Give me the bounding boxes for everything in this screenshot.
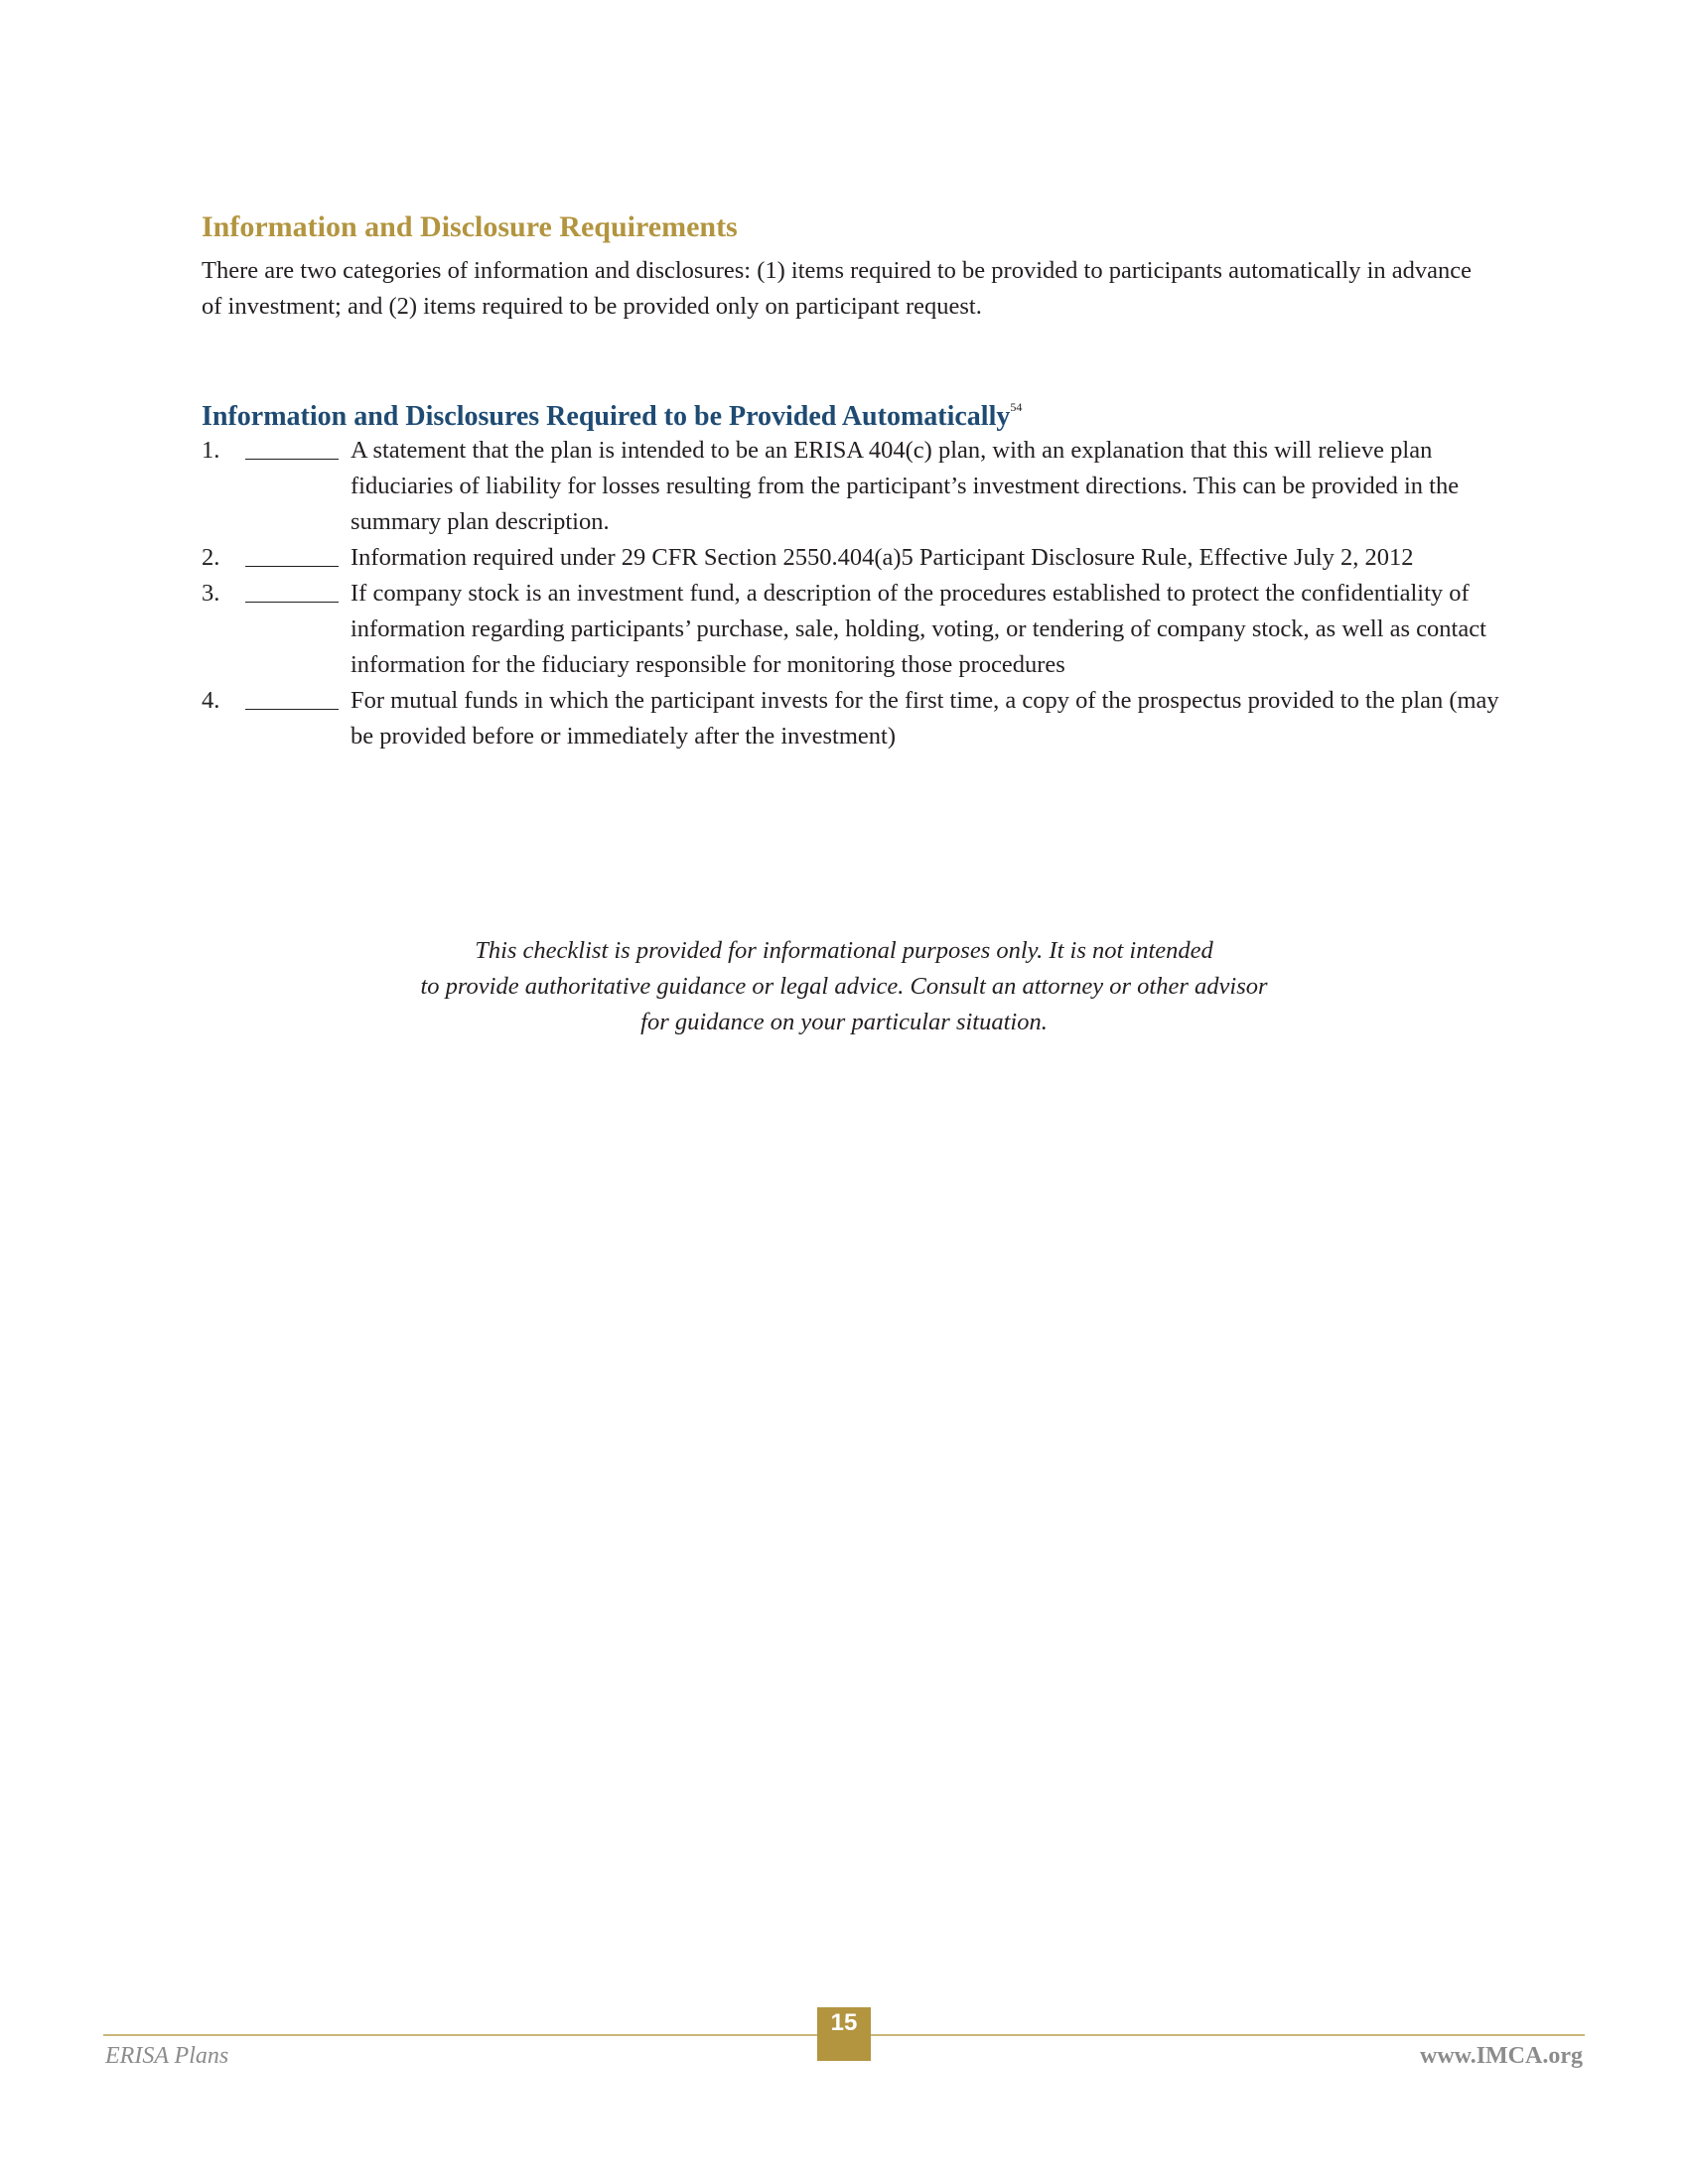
disclosure-checklist [202, 433, 1512, 754]
checkoff-blank[interactable] [245, 683, 339, 710]
disclaimer-line: This checklist is provided for informational purposes only. It is not intended [475, 937, 1213, 964]
checkoff-blank[interactable] [245, 576, 339, 603]
item-number: 1. [202, 437, 220, 464]
footer-website-link[interactable]: www.IMCA.org [1420, 2043, 1583, 2069]
item-number: 4. [202, 687, 220, 714]
item-text: If company stock is an investment fund, a description of the procedures established to protect the confidentiality of information regarding participants’ purchase, sale, holding, voting, or tendering of company stock, as well as contact information for the fiduciary responsible for monitoring those procedures [351, 580, 1486, 678]
item-number: 3. [202, 580, 220, 607]
intro-paragraph: There are two categories of information and disclosures: (1) items required to be provided to participants automatically in advance of investment; and (2) items required to be provided only on participant request. [202, 257, 1473, 320]
checkoff-blank[interactable] [245, 540, 339, 567]
item-text: Information required under 29 CFR Section 2550.404(a)5 Participant Disclosure Rule, Effective July 2, 2012 [351, 544, 1414, 571]
footnote-marker: 54 [1010, 400, 1023, 414]
checklist-item [202, 540, 1512, 576]
disclaimer-line: for guidance on your particular situation. [640, 1009, 1048, 1035]
disclaimer-line: to provide authoritative guidance or legal advice. Consult an attorney or other advisor [420, 973, 1268, 1000]
checkoff-blank[interactable] [245, 433, 339, 460]
disclaimer [248, 933, 1440, 1040]
item-number: 2. [202, 544, 220, 571]
subsection-heading [202, 400, 1022, 433]
item-text: A statement that the plan is intended to be an ERISA 404(c) plan, with an explanation that this will relieve plan fiduciaries of liability for losses resulting from the participant’s investment directions. This can be provided in the summary plan description. [351, 437, 1460, 535]
footer-document-title: ERISA Plans [105, 2043, 229, 2069]
checklist-item [202, 576, 1512, 683]
checklist-item [202, 433, 1512, 540]
item-text: For mutual funds in which the participant invests for the first time, a copy of the prospectus provided to the plan (may be provided before or immediately after the investment) [351, 687, 1499, 750]
checklist-item [202, 683, 1512, 754]
page-number: 15 [817, 2007, 871, 2061]
subsection-heading-text: Information and Disclosures Required to be Provided Automatically [202, 401, 1011, 432]
section-heading: Information and Disclosure Requirements [202, 210, 738, 243]
